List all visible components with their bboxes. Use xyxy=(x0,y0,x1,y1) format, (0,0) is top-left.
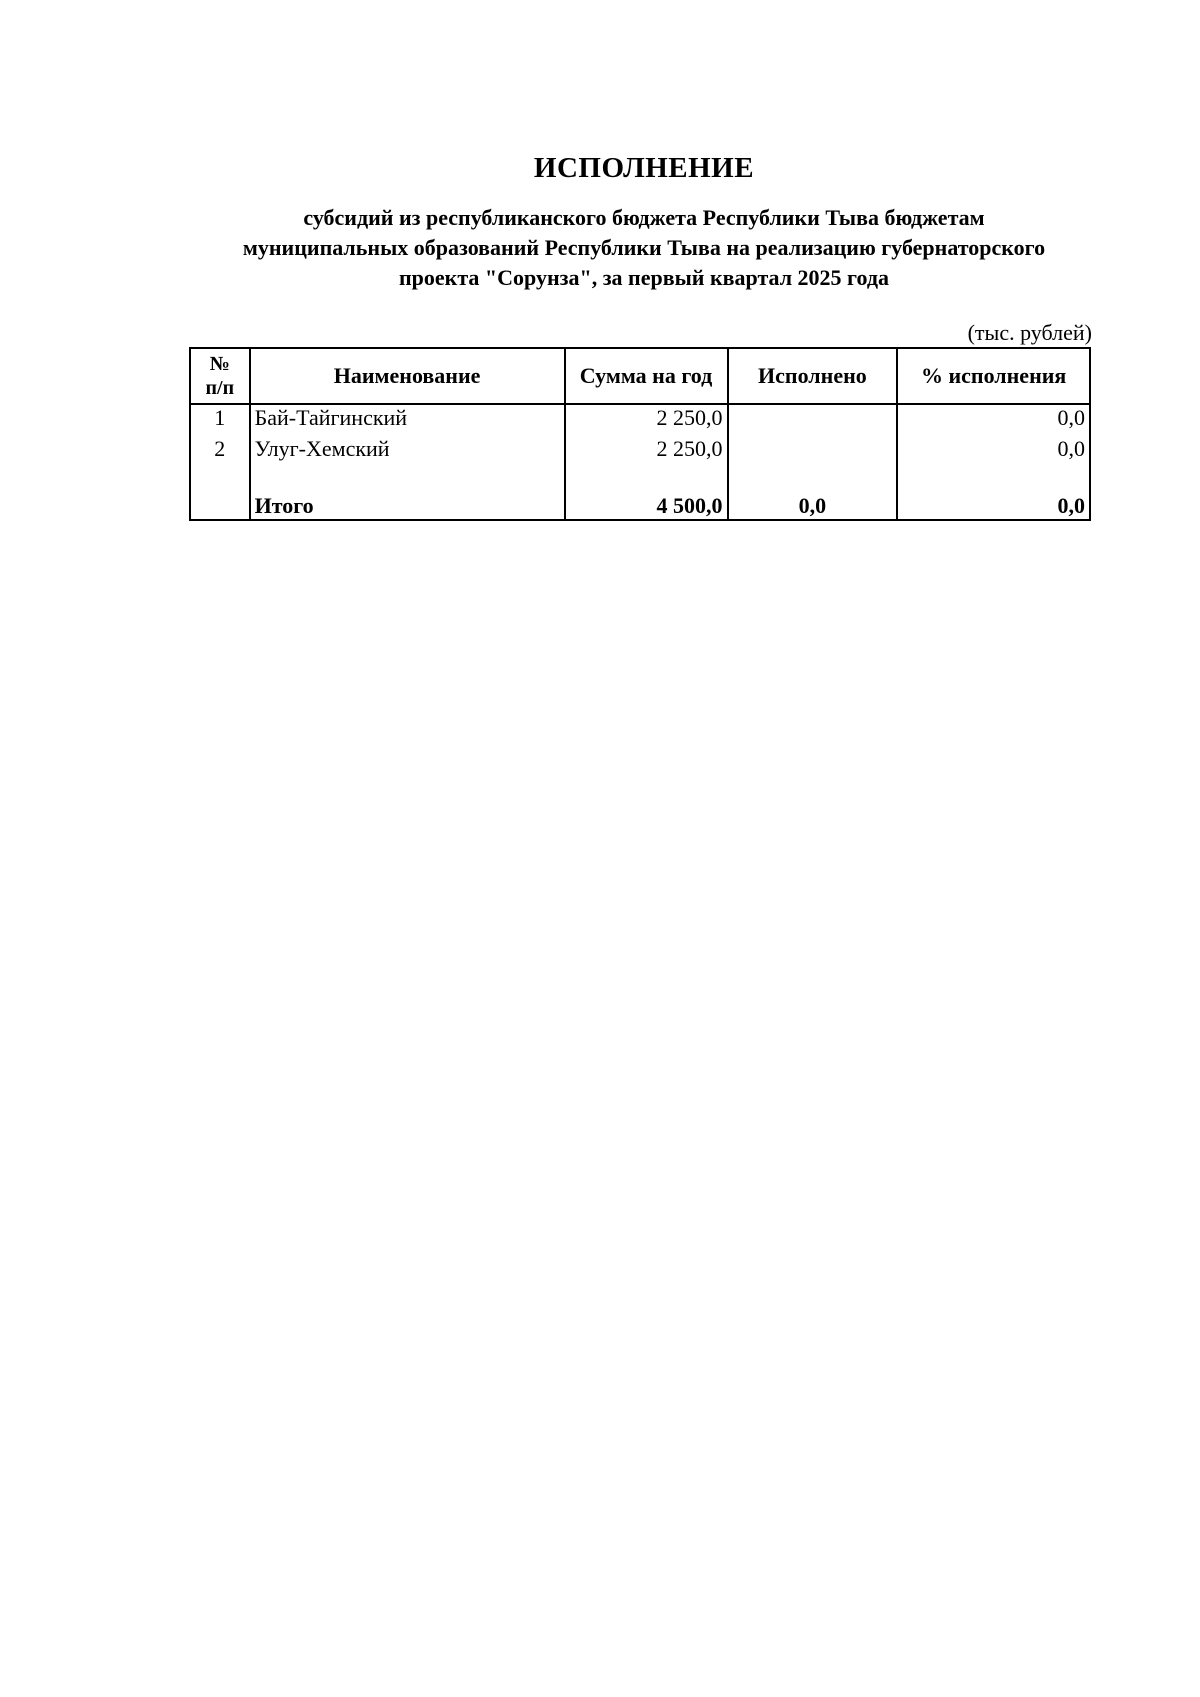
row-execution-percent: 0,0 xyxy=(897,436,1090,467)
header-name: Наименование xyxy=(250,348,565,404)
total-annual-sum: 4 500,0 xyxy=(565,487,728,520)
total-label: Итого xyxy=(250,487,565,520)
table-header-row xyxy=(190,348,1090,404)
spacer-cell xyxy=(250,467,565,487)
row-executed xyxy=(728,404,898,436)
subtitle-line-3: проекта "Сорунза", за первый квартал 2025 года xyxy=(398,265,889,290)
header-annual-sum: Сумма на год xyxy=(565,348,728,404)
subtitle-line-2: муниципальных образований Республики Тыва на реализацию губернаторского xyxy=(242,235,1046,260)
header-number xyxy=(190,348,250,404)
table-row xyxy=(190,436,1090,467)
subtitle-line-1: субсидий из республиканского бюджета Республики Тыва бюджетам xyxy=(303,205,985,230)
total-number xyxy=(190,487,250,520)
table-row xyxy=(190,404,1090,436)
row-number: 2 xyxy=(190,436,250,467)
spacer-cell xyxy=(728,467,898,487)
header-executed: Исполнено xyxy=(728,348,898,404)
header-number-symbol: № xyxy=(209,353,230,375)
spacer-cell xyxy=(565,467,728,487)
table-total-row xyxy=(190,487,1090,520)
total-executed: 0,0 xyxy=(728,487,898,520)
units-label: (тыс. рублей) xyxy=(967,320,1092,345)
header-execution-percent: % исполнения xyxy=(897,348,1090,404)
report-table xyxy=(189,347,1091,521)
row-name: Улуг-Хемский xyxy=(250,436,565,467)
table-spacer-row xyxy=(190,467,1090,487)
row-number: 1 xyxy=(190,404,250,436)
row-annual-sum: 2 250,0 xyxy=(565,436,728,467)
header-number-abbr: п/п xyxy=(205,377,235,399)
spacer-cell xyxy=(190,467,250,487)
row-annual-sum: 2 250,0 xyxy=(565,404,728,436)
total-execution-percent: 0,0 xyxy=(897,487,1090,520)
document-subtitle xyxy=(180,203,1108,293)
spacer-cell xyxy=(897,467,1090,487)
document-title: ИСПОЛНЕНИЕ xyxy=(533,152,755,184)
row-execution-percent: 0,0 xyxy=(897,404,1090,436)
row-name: Бай-Тайгинский xyxy=(250,404,565,436)
row-executed xyxy=(728,436,898,467)
